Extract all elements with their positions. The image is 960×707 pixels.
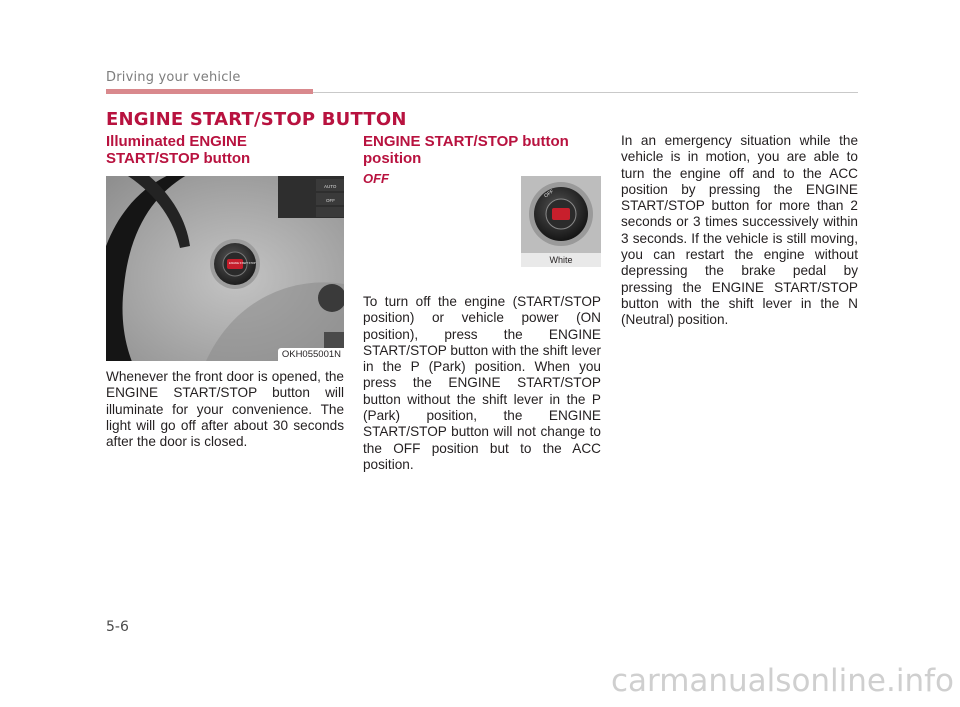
col2-heading: ENGINE START/STOP button position: [363, 133, 569, 167]
header-accent-rule: [106, 89, 313, 94]
watermark: carmanualsonline.info: [610, 663, 954, 699]
steering-wheel-photo: [106, 176, 344, 361]
off-marker: OFF: [543, 188, 555, 200]
off-label: OFF: [326, 198, 335, 203]
header-divider: [313, 92, 858, 93]
photo-code: OKH055001N: [278, 348, 344, 361]
page-number: 5-6: [106, 619, 129, 635]
section-title: ENGINE START/STOP BUTTON: [106, 109, 407, 130]
col1-heading: Illuminated ENGINE START/STOP button: [106, 133, 251, 167]
auto-label: AUTO: [324, 184, 337, 189]
col3-body: In an emergency situation while the vehicle is in motion, you are able to turn the engine off and to the ACC position by pressing the ENGINE START/STOP button for more than 2 seconds or 3 times successively within 3 seconds. If the vehicle is still moving, you can restart the engine without depressing the brake pedal by pressing the ENGINE START/STOP button with the shift lever in the N (Neutral) position.: [621, 133, 858, 328]
col2-body: To turn off the engine (START/STOP position) or vehicle power (ON position), press the ENGINE START/STOP button with the shift lever in the P (Park) position. When you press the ENGINE START/STOP button without the shift lever in the P (Park) position, the ENGINE START/STOP button will not change to the OFF position but to the ACC position.: [363, 294, 601, 472]
button-off-photo: [521, 176, 601, 267]
button-text: ENGINE START STOP: [229, 262, 256, 265]
chapter-label: Driving your vehicle: [106, 70, 241, 85]
off-subheading: OFF: [363, 171, 389, 186]
col1-body: Whenever the front door is opened, the ENGINE START/STOP button will illuminate for your convenience. The light will go off after about 30 seconds after the door is closed.: [106, 369, 344, 450]
photo-caption: White: [521, 253, 601, 267]
